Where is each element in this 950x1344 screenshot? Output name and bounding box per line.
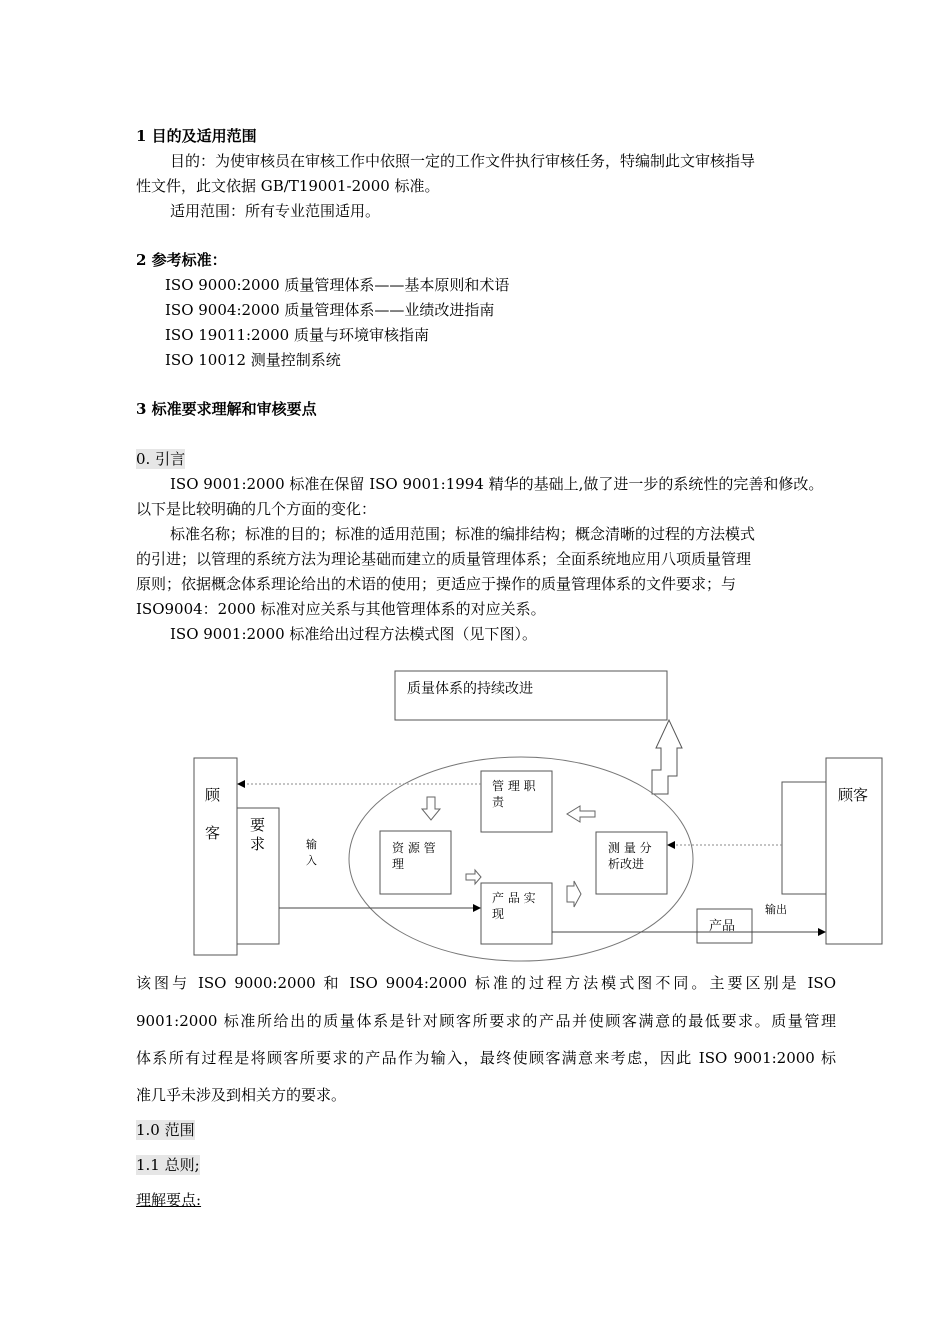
customer-right-label: 顾客: [838, 786, 869, 804]
reference-item: ISO 19011:2000 质量与环境审核指南: [165, 326, 429, 344]
comparison-line-1: 该图与 ISO 9000:2000 和 ISO 9004:2000 标准的过程方法模式图不同。主要区别是 ISO: [136, 974, 836, 992]
improvement-label: 质量体系的持续改进: [407, 681, 533, 697]
scope-text: 适用范围：所有专业范围适用。: [170, 202, 381, 220]
input-label: 输: [306, 838, 317, 851]
purpose-line-2: 性文件，此文依据 GB/T19001-2000 标准。: [136, 177, 440, 195]
general-heading: 1.1 总则;: [136, 1156, 200, 1174]
intro-p2-line-2: 的引进；以管理的系统方法为理论基础而建立的质量管理体系；全面系统地应用八项质量管理: [136, 550, 752, 568]
reference-item: ISO 10012 测量控制系统: [165, 351, 341, 369]
purpose-line-1: 目的：为使审核员在审核工作中依照一定的工作文件执行审核任务，特编制此文审核指导: [170, 152, 756, 170]
intro-heading: 0. 引言: [136, 450, 186, 468]
comparison-line-3: 体系所有过程是将顾客所要求的产品作为输入，最终使顾客满意来考虑，因此 ISO 9001:2000 标: [136, 1049, 836, 1067]
down-hollow-arrow-icon: [422, 797, 440, 820]
customer-left-label: 顾: [205, 786, 221, 804]
resource-label: 资 源 管: [392, 841, 436, 855]
key-points-heading: 理解要点:: [136, 1191, 202, 1209]
section2-heading: 2 参考标准：: [136, 251, 227, 269]
intro-p1-line-1: ISO 9001:2000 标准在保留 ISO 9001:1994 精华的基础上,做了进一步的系统性的完善和修改。: [170, 475, 824, 493]
comparison-line-4: 准几乎未涉及到相关方的要求。: [136, 1086, 347, 1104]
satisfaction-box: [782, 782, 826, 894]
improvement-arrow-icon: [652, 720, 682, 794]
requirements-label: 求: [250, 835, 266, 853]
requirements-label: 要: [250, 816, 266, 834]
left-hollow-arrow-icon: [567, 806, 595, 822]
section1-heading: 1 目的及适用范围: [136, 127, 257, 145]
intro-p1-line-2: 以下是比较明确的几个方面的变化：: [136, 500, 377, 518]
intro-p2-line-4: ISO9004：2000 标准对应关系与其他管理体系的对应关系。: [136, 600, 546, 618]
output-label: 输出: [765, 903, 787, 916]
management-label: 管 理 职: [492, 779, 536, 793]
product-realization-label: 产 品 实: [492, 891, 536, 905]
measurement-label: 析改进: [608, 857, 645, 871]
right-hollow-arrow-icon: [466, 870, 481, 884]
reference-item: ISO 9004:2000 质量管理体系——业绩改进指南: [165, 301, 495, 319]
scope-heading: 1.0 范围: [136, 1121, 195, 1139]
intro-p2-line-1: 标准名称；标准的目的；标准的适用范围；标准的编排结构；概念清晰的过程的方法模式: [170, 525, 756, 543]
product-label: 产品: [709, 919, 736, 934]
intro-p3: ISO 9001:2000 标准给出过程方法模式图（见下图）。: [170, 625, 537, 643]
management-label: 责: [492, 795, 505, 809]
intro-p2-line-3: 原则；依据概念体系理论给出的术语的使用；更适应于操作的质量管理体系的文件要求；与: [136, 575, 737, 593]
resource-label: 理: [392, 857, 405, 871]
section3-heading: 3 标准要求理解和审核要点: [136, 400, 317, 418]
reference-item: ISO 9000:2000 质量管理体系——基本原则和术语: [165, 276, 510, 294]
input-label: 入: [306, 854, 317, 867]
product-realization-label: 现: [492, 907, 505, 921]
comparison-line-2: 9001:2000 标准所给出的质量体系是针对顾客所要求的产品并使顾客满意的最低要求。质量管理: [136, 1012, 836, 1030]
right-hollow-arrow-icon: [567, 881, 581, 907]
measurement-label: 测 量 分: [608, 841, 652, 855]
customer-left-label: 客: [205, 824, 221, 842]
